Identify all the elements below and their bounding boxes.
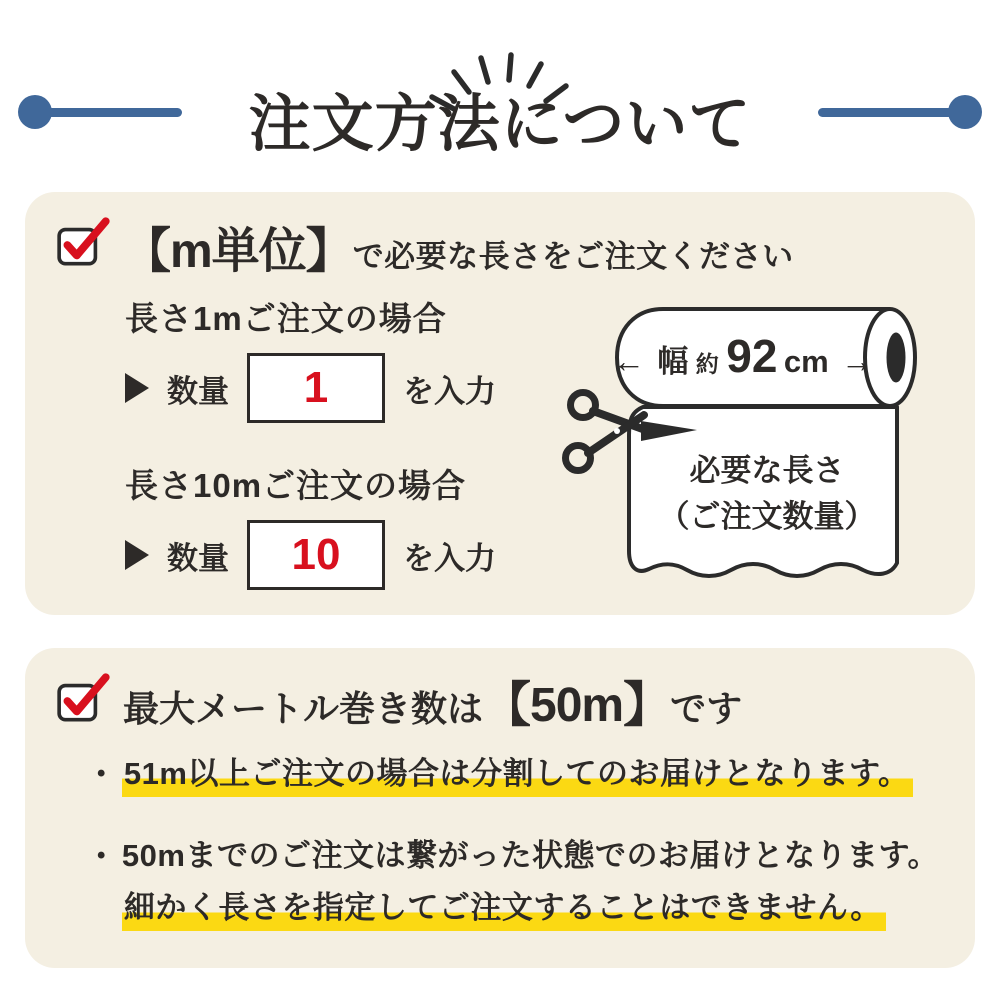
- unit-heading-rest: で必要な長さをご注文ください: [352, 239, 794, 274]
- bullet-dot: •: [97, 760, 106, 787]
- note-connected-line1: 50mまでのご注文は繋がった状態でのお届けとなります。: [121, 838, 939, 873]
- checkbox-checked-icon: [55, 216, 113, 270]
- quantity-value: 1: [303, 363, 329, 412]
- case-1m-quantity-row: [125, 353, 496, 423]
- case-1m-label: 長さ1mご注文の場合: [125, 300, 447, 337]
- fabric-roll-illustration: [545, 295, 945, 605]
- max-length-card: [25, 648, 975, 968]
- unit-section-heading: [123, 212, 794, 281]
- unit-heading-strong: 【m単位】: [123, 225, 353, 278]
- quantity-value-box: [247, 520, 385, 590]
- case-10m-quantity-row: [125, 520, 496, 590]
- roll-core: [887, 333, 906, 383]
- title-decoration-dot-right: [948, 95, 982, 129]
- order-cases: [125, 298, 496, 590]
- max-heading-strong: 【50m】: [483, 679, 671, 732]
- sheet-caption-line1: 必要な長さ: [689, 453, 845, 488]
- quantity-value: 10: [291, 530, 341, 579]
- max-heading-pre: 最大メートル巻き数は: [123, 688, 484, 729]
- pointer-triangle-icon: [125, 540, 149, 570]
- case-10m-label: 長さ10mご注文の場合: [125, 467, 467, 504]
- note-split-delivery: [97, 748, 939, 800]
- case-10m: [125, 465, 496, 590]
- quantity-value-box: [247, 353, 385, 423]
- page-title: 注文方法について: [248, 90, 752, 159]
- bullet-dot: •: [97, 842, 106, 869]
- note-split-delivery-text: 51m以上ご注文の場合は分割してのお届けとなります。: [122, 756, 914, 797]
- quantity-label: 数量: [167, 373, 229, 409]
- pointer-triangle-icon: [125, 373, 149, 403]
- case-1m: [125, 298, 496, 423]
- title-decoration-line-right: [818, 108, 956, 117]
- quantity-label: 数量: [167, 540, 229, 576]
- note-connected-line2: 細かく長さを指定してご注文することはできません。: [122, 890, 886, 931]
- sheet-caption-line2: （ご注文数量）: [658, 499, 876, 534]
- checkbox-checked-icon: [55, 672, 113, 726]
- max-heading-post: です: [670, 688, 743, 729]
- note-connected-delivery: [97, 830, 939, 934]
- max-section-heading: [123, 666, 742, 735]
- quantity-suffix: を入力: [403, 373, 496, 409]
- notes-list: [97, 748, 939, 934]
- roll-width-label: ← 幅 約 92 cm →: [612, 330, 874, 382]
- quantity-suffix: を入力: [403, 540, 496, 576]
- unit-order-card: [25, 192, 975, 615]
